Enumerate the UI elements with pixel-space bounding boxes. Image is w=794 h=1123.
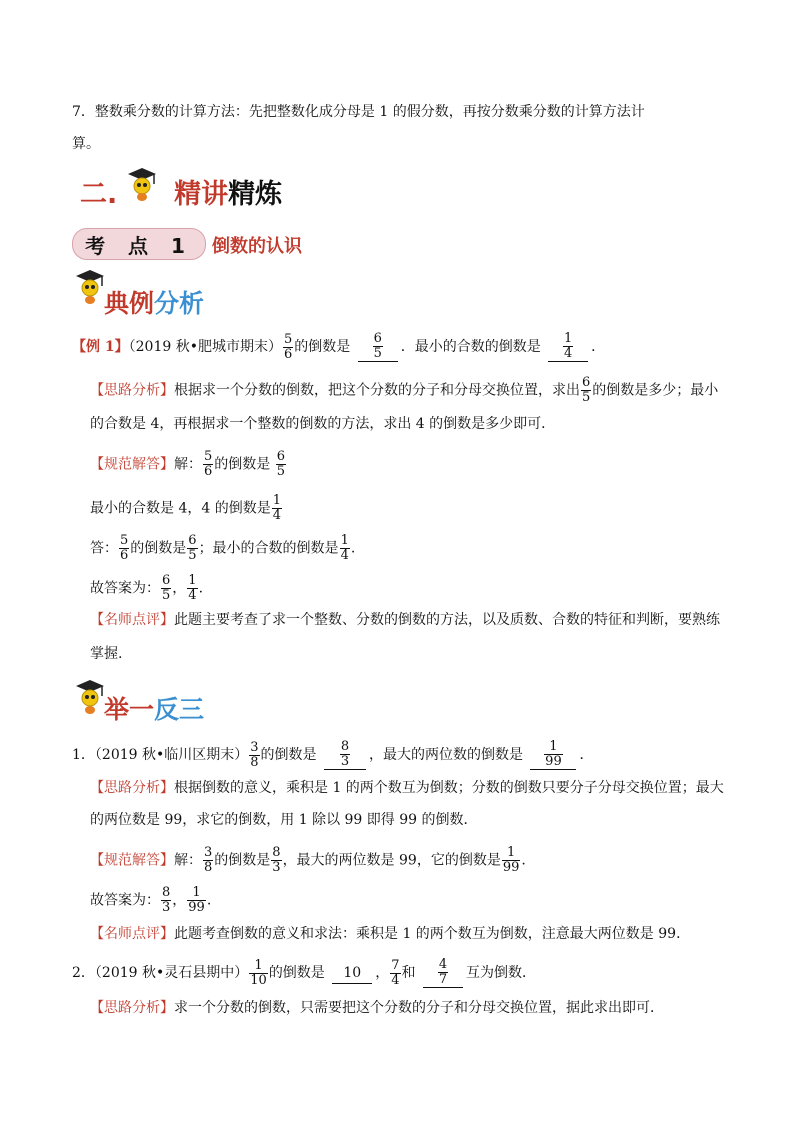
analysis-tag: 【思路分析】 (90, 780, 174, 796)
example-1-solution-2: 最小的合数是 4，4 的倒数是 $\frac{1}{4}$ (90, 493, 281, 523)
question-1-comment: 【名师点评】此题考查倒数的意义和求法：乘积是 1 的两个数互为倒数，注意最大两位数是 99． (90, 926, 691, 942)
example-1-source: （2019 秋•肥城市期末） (128, 339, 282, 355)
question-1-analysis-1: 【思路分析】根据倒数的意义，乘积是 1 的两个数互为倒数；分数的倒数只要分子分母交换位置；最大 (90, 780, 724, 796)
section-example-blue: 分析 (154, 289, 205, 318)
section-practice-blue: 反三 (154, 695, 205, 724)
question-2-analysis: 【思路分析】求一个分数的倒数，只需要把这个分数的分子和分母交换位置，据此求出即可． (90, 1000, 664, 1016)
graduate-bee-icon (72, 676, 106, 716)
example-1-tag: 【例 1】 (72, 339, 129, 355)
example-1-analysis-1: 【思路分析】根据求一个分数的倒数，把这个分数的分子和分母交换位置，求出 $\frac{6}{5}$ 的倒数是多少；最小 (90, 375, 719, 405)
section-practice-red: 举一 (104, 695, 155, 724)
example-1-analysis-2: 的合数是 4，再根据求一个整数的倒数的方法，求出 4 的倒数是多少即可． (90, 416, 556, 432)
answer-blank-2: $\frac{4}{7}$ (423, 958, 463, 988)
solution-tag: 【规范解答】 (90, 456, 174, 473)
example-1-solution-1: 【规范解答】解： $\frac{5}{6}$ 的倒数是 $\frac{6}{5}$ (90, 449, 286, 479)
comment-tag: 【名师点评】 (90, 926, 174, 942)
section-example-heading (104, 284, 204, 320)
example-1-comment-1: 【名师点评】此题主要考查了求一个整数、分数的倒数的方法，以及质数、合数的特征和判断，要熟练 (90, 612, 720, 628)
item-7-line2: 算。 (72, 136, 100, 152)
kaodian-title: 倒数的认识 (212, 236, 302, 257)
graduate-bee-icon (72, 266, 106, 306)
solution-tag: 【规范解答】 (90, 852, 174, 869)
part2-title-black: 精炼 (228, 179, 283, 210)
answer-blank-2: $\frac{1}{99}$ (530, 740, 576, 770)
part2-number: 二. (80, 179, 118, 210)
section-example-red: 典例 (104, 289, 155, 318)
answer-blank-1: $\frac{8}{3}$ (324, 740, 366, 770)
section-practice-heading (104, 690, 204, 726)
part2-heading (80, 172, 282, 211)
fraction: $\frac{6}{5}$ (582, 375, 591, 405)
answer-blank-1: 10 (332, 963, 372, 984)
question-1-analysis-2: 的两位数是 99，求它的倒数，用 1 除以 99 即得 99 的倒数． (90, 812, 478, 828)
example-1-comment-2: 掌握. (90, 646, 123, 662)
analysis-tag: 【思路分析】 (90, 1000, 174, 1016)
example-1-question: 【例 1】（2019 秋•肥城市期末） $\frac{5}{6}$ 的倒数是 $\frac{6}{5}$ ．最小的合数的倒数是 $\frac{1}{4}$ ． (72, 331, 606, 362)
question-1: 1．（2019 秋•临川区期末） $\frac{3}{8}$ 的倒数是 $\frac{8}{3}$ ，最大的两位数的倒数是 $\frac{1}{99}$ ． (72, 739, 594, 770)
question-1-final: 故答案为： $\frac{8}{3}$ ， $\frac{1}{99}$ . (90, 885, 212, 915)
part2-title-red: 精讲 (174, 179, 229, 210)
item-7-line1: 7．整数乘分数的计算方法：先把整数化成分母是 1 的假分数，再按分数乘分数的计算方法计 (72, 104, 645, 120)
answer-blank-1: $\frac{6}{5}$ (358, 332, 398, 362)
example-1-final: 故答案为： $\frac{6}{5}$ ， $\frac{1}{4}$ . (90, 573, 204, 603)
comment-tag: 【名师点评】 (90, 612, 174, 628)
kaodian-badge: 考 点 1 (72, 228, 206, 260)
analysis-tag: 【思路分析】 (90, 382, 174, 399)
question-1-solution: 【规范解答】解： $\frac{3}{8}$ 的倒数是 $\frac{8}{3}$ ，最大的两位数是 99，它的倒数是 $\frac{1}{99}$ . (90, 845, 526, 875)
fraction: $\frac{5}{6}$ (283, 331, 293, 362)
question-2: 2．（2019 秋•灵石县期中） $\frac{1}{10}$ 的倒数是 10 ， $\frac{7}{4}$ 和 $\frac{4}{7}$ 互为倒数． (72, 957, 536, 988)
example-1-answer: 答： $\frac{5}{6}$ 的倒数是 $\frac{6}{5}$ ；最小的合数的倒数是 $\frac{1}{4}$ . (90, 533, 356, 563)
answer-blank-2: $\frac{1}{4}$ (548, 332, 588, 362)
